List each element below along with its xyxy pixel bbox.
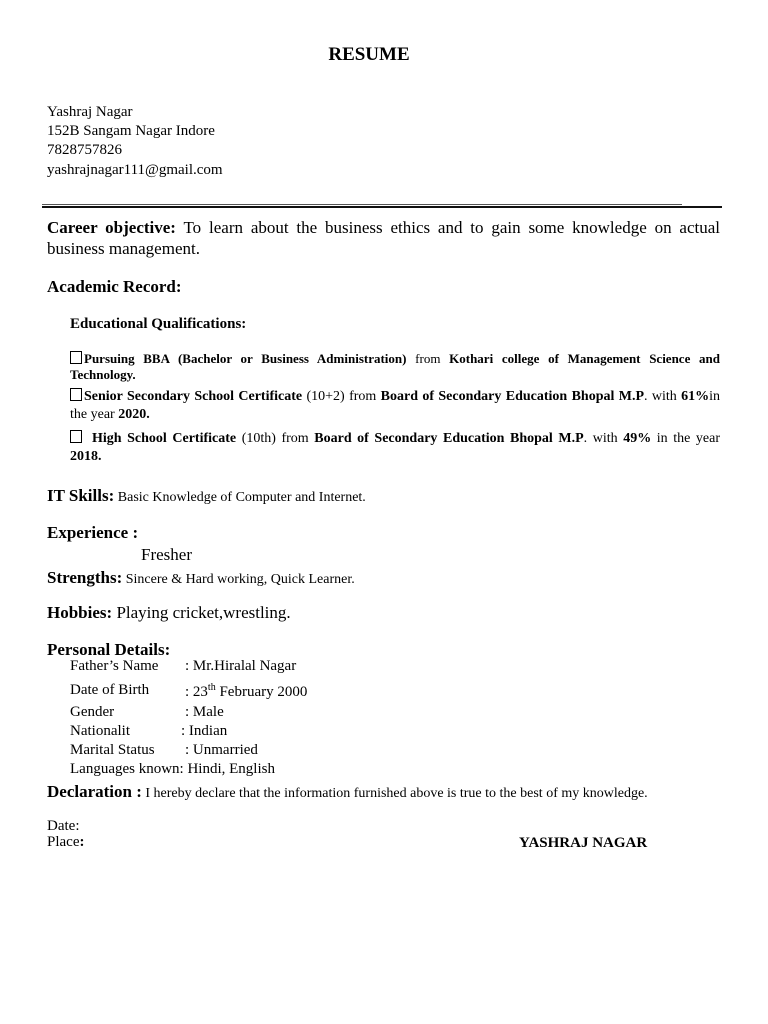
education-subheading: Educational Qualifications: [70, 316, 247, 332]
marital-status-value: : Unmarried [185, 742, 258, 758]
gender-label: Gender [70, 704, 115, 720]
education-item-year: 2018. [70, 449, 102, 464]
education-item-title: Senior Secondary School Certificate [84, 389, 303, 404]
education-item-text: . with [583, 431, 624, 446]
declaration-label: Declaration : [47, 782, 142, 801]
dob-ordinal: th [207, 682, 216, 693]
contact-address: 152B Sangam Nagar Indore [47, 123, 215, 139]
career-objective-text: To learn about the business ethics and to gain some knowledge on actual business management. [47, 218, 720, 258]
contact-phone: 7828757826 [47, 142, 122, 158]
place-label [47, 834, 84, 851]
career-objective-label: Career objective: [47, 218, 176, 237]
marital-status-label: Marital Status [70, 742, 155, 758]
education-item-text: (10+2) from [302, 389, 381, 404]
father-name-label: Father’s Name [70, 658, 159, 674]
header-rule-thin [42, 204, 682, 205]
education-item-year: 2020. [118, 407, 150, 422]
signature-name: YASHRAJ NAGAR [519, 835, 648, 851]
education-item-percentage: 61% [681, 389, 710, 404]
declaration [47, 782, 648, 802]
education-item-text: in the year [70, 389, 721, 422]
education-item-text: from [406, 351, 450, 366]
hobbies [47, 603, 291, 623]
it-skills [47, 486, 366, 506]
education-item-title: Pursuing BBA (Bachelor or Business Administration) [84, 351, 407, 366]
contact-name: Yashraj Nagar [47, 104, 133, 120]
education-item-board: Board of Secondary Education Bhopal M.P [314, 431, 584, 446]
experience-label: Experience : [47, 523, 139, 542]
checkbox-bullet-icon [70, 388, 82, 401]
strengths-label: Strengths: [47, 568, 123, 587]
languages-known: Languages known: Hindi, English [70, 761, 275, 777]
education-item-title: High School Certificate [92, 431, 237, 446]
academic-heading: Academic Record: [47, 277, 182, 296]
dob-day: : 23 [185, 684, 208, 700]
dob-label: Date of Birth [70, 682, 150, 698]
strengths [47, 568, 355, 588]
education-item-board: Board of Secondary Education Bhopal M.P [380, 389, 645, 404]
education-item-institution: Kothari college of Management Science and Technology. [70, 351, 720, 382]
date-label: Date: [47, 818, 80, 834]
header-rule-thick [42, 206, 722, 208]
father-name-value: : Mr.Hiralal Nagar [185, 658, 297, 674]
education-item-bba [70, 351, 720, 383]
checkbox-bullet-icon [70, 430, 82, 443]
checkbox-bullet-icon [70, 351, 82, 364]
education-item-percentage: 49% [623, 431, 652, 446]
nationality-value: : Indian [181, 723, 228, 739]
place-label-text: Place [47, 834, 80, 850]
hobbies-label: Hobbies: [47, 603, 113, 622]
education-item-senior-secondary [70, 388, 720, 424]
declaration-text: I hereby declare that the information furnished above is true to the best of my knowledge. [141, 786, 648, 801]
hobbies-text: Playing cricket,wrestling. [112, 603, 291, 622]
education-item-text: . with [644, 389, 682, 404]
education-item-text: in the year [651, 431, 720, 446]
resume-title: RESUME [328, 44, 410, 65]
it-skills-text: Basic Knowledge of Computer and Internet. [114, 490, 366, 505]
personal-details-heading: Personal Details: [47, 640, 171, 659]
strengths-text: Sincere & Hard working, Quick Learner. [122, 572, 355, 587]
gender-value: : Male [185, 704, 224, 720]
place-label-colon: : [79, 834, 85, 850]
nationality-label: Nationalit [70, 723, 130, 739]
it-skills-label: IT Skills: [47, 486, 115, 505]
dob-month-year: February 2000 [215, 684, 308, 700]
education-item-text: (10th) from [236, 431, 315, 446]
career-objective [47, 217, 720, 259]
experience-value: Fresher [141, 545, 192, 564]
dob-value [185, 682, 307, 701]
education-item-high-school [70, 430, 720, 466]
contact-email: yashrajnagar111@gmail.com [47, 162, 223, 178]
